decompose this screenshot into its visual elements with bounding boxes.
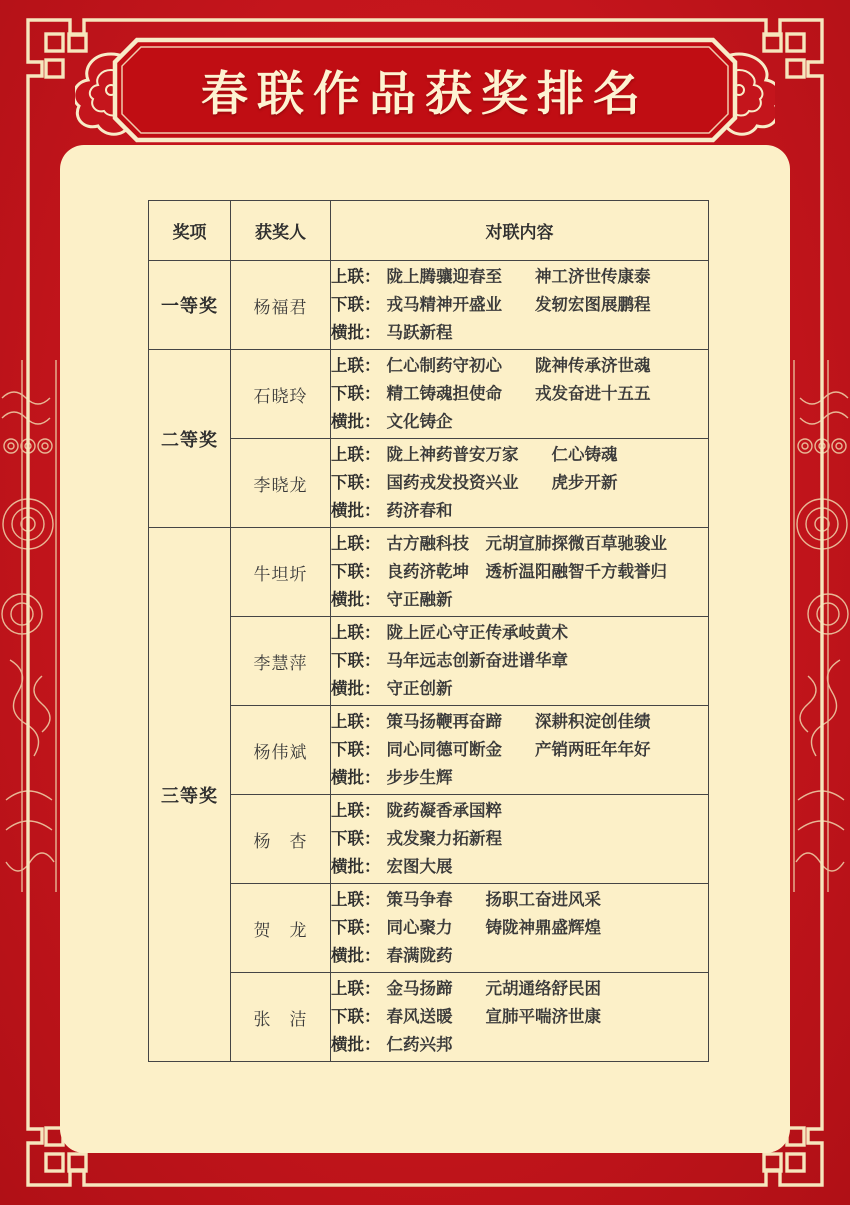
banner-text: 步步生辉: [386, 768, 453, 787]
upper-label: 上联：: [331, 713, 381, 731]
banner-text: 守正创新: [386, 679, 453, 698]
banner-label: 横批：: [331, 324, 381, 342]
upper-text: 陇药凝香承国粹: [386, 801, 502, 820]
banner-label: 横批：: [331, 680, 381, 698]
upper-text: 陇上匠心守正传承岐黄术: [386, 623, 568, 642]
couplet-lower-line: [331, 291, 708, 319]
banner-label: 横批：: [331, 947, 381, 965]
banner-text: 马跃新程: [386, 323, 453, 342]
upper-text: 策马争春 扬职工奋进风采: [386, 890, 601, 909]
couplet-upper-line: [331, 352, 708, 380]
lower-text: 戎发聚力拓新程: [386, 829, 502, 848]
upper-label: 上联：: [331, 980, 381, 998]
winner-cell: 张 洁: [231, 973, 331, 1062]
lower-label: 下联：: [331, 296, 381, 314]
couplet-upper-line: [331, 619, 708, 647]
lower-label: 下联：: [331, 830, 381, 848]
award-cell-second-prize: 二等奖: [149, 350, 231, 528]
couplet-lower-line: [331, 914, 708, 942]
lower-label: 下联：: [331, 474, 381, 492]
lower-label: 下联：: [331, 1008, 381, 1026]
couplet-lower-line: [331, 825, 708, 853]
couplet-lower-line: [331, 469, 708, 497]
upper-label: 上联：: [331, 446, 381, 464]
couplet-lower-line: [331, 380, 708, 408]
banner-text: 仁药兴邦: [386, 1035, 453, 1054]
couplet-banner-line: [331, 675, 708, 703]
couplet-cell: [331, 706, 709, 795]
banner-text: 守正融新: [386, 590, 453, 609]
banner-text: 春满陇药: [386, 946, 453, 965]
banner-label: 横批：: [331, 1036, 381, 1054]
couplet-cell: [331, 617, 709, 706]
header-couplet: 对联内容: [331, 201, 709, 261]
banner-label: 横批：: [331, 591, 381, 609]
couplet-banner-line: [331, 853, 708, 881]
couplet-lower-line: [331, 558, 708, 586]
upper-label: 上联：: [331, 268, 381, 286]
table-row: [149, 439, 709, 528]
lower-label: 下联：: [331, 563, 381, 581]
couplet-banner-line: [331, 1031, 708, 1059]
banner-text: 药济春和: [386, 501, 453, 520]
couplet-cell: [331, 439, 709, 528]
upper-text: 陇上神药普安万家 仁心铸魂: [386, 445, 618, 464]
title-banner: [75, 30, 775, 150]
lower-text: 同心聚力 铸陇神鼎盛辉煌: [386, 918, 601, 937]
banner-label: 横批：: [331, 858, 381, 876]
lower-text: 精工铸魂担使命 戎发奋进十五五: [386, 384, 651, 403]
upper-text: 古方融科技 元胡宣肺探微百草驰骏业: [386, 534, 667, 553]
couplet-lower-line: [331, 736, 708, 764]
couplet-cell: [331, 795, 709, 884]
lower-text: 国药戎发投资兴业 虎步开新: [386, 473, 618, 492]
winner-cell: 杨 杏: [231, 795, 331, 884]
lower-text: 春风送暖 宣肺平喘济世康: [386, 1007, 601, 1026]
award-cell-third-prize: 三等奖: [149, 528, 231, 1062]
lower-text: 马年远志创新奋进谱华章: [386, 651, 568, 670]
couplet-upper-line: [331, 530, 708, 558]
winner-cell: 杨伟斌: [231, 706, 331, 795]
couplet-banner-line: [331, 586, 708, 614]
awards-table: [148, 200, 709, 1062]
couplet-lower-line: [331, 1003, 708, 1031]
winner-cell: 李晓龙: [231, 439, 331, 528]
table-row: [149, 706, 709, 795]
upper-text: 策马扬鞭再奋蹄 深耕积淀创佳绩: [386, 712, 651, 731]
lower-text: 良药济乾坤 透析温阳融智千方载誉归: [386, 562, 667, 581]
couplet-upper-line: [331, 441, 708, 469]
table-row: [149, 617, 709, 706]
couplet-upper-line: [331, 886, 708, 914]
lower-text: 戎马精神开盛业 发轫宏图展鹏程: [386, 295, 651, 314]
upper-text: 金马扬蹄 元胡通络舒民困: [386, 979, 601, 998]
table-row: [149, 350, 709, 439]
banner-label: 横批：: [331, 413, 381, 431]
winner-cell: 牛坦圻: [231, 528, 331, 617]
table-row: [149, 795, 709, 884]
lower-label: 下联：: [331, 652, 381, 670]
couplet-upper-line: [331, 708, 708, 736]
couplet-cell: [331, 884, 709, 973]
lower-text: 同心同德可断金 产销两旺年年好: [386, 740, 651, 759]
content-panel: [60, 145, 790, 1153]
couplet-upper-line: [331, 797, 708, 825]
header-award: 奖项: [149, 201, 231, 261]
couplet-cell: [331, 528, 709, 617]
upper-label: 上联：: [331, 802, 381, 820]
header-winner: 获奖人: [231, 201, 331, 261]
couplet-banner-line: [331, 942, 708, 970]
winner-cell: 李慧萍: [231, 617, 331, 706]
couplet-banner-line: [331, 319, 708, 347]
winner-cell: 贺 龙: [231, 884, 331, 973]
winner-cell: 杨福君: [231, 261, 331, 350]
banner-label: 横批：: [331, 502, 381, 520]
couplet-banner-line: [331, 764, 708, 792]
lower-label: 下联：: [331, 741, 381, 759]
couplet-cell: [331, 350, 709, 439]
upper-text: 陇上腾骧迎春至 神工济世传康泰: [386, 267, 651, 286]
table-row: [149, 884, 709, 973]
couplet-banner-line: [331, 408, 708, 436]
upper-label: 上联：: [331, 891, 381, 909]
table-row: [149, 973, 709, 1062]
upper-label: 上联：: [331, 535, 381, 553]
couplet-upper-line: [331, 263, 708, 291]
banner-text: 文化铸企: [386, 412, 453, 431]
banner-text: 宏图大展: [386, 857, 453, 876]
upper-label: 上联：: [331, 624, 381, 642]
upper-label: 上联：: [331, 357, 381, 375]
winner-cell: 石晓玲: [231, 350, 331, 439]
couplet-lower-line: [331, 647, 708, 675]
table-header-row: [149, 201, 709, 261]
table-row: [149, 261, 709, 350]
couplet-cell: [331, 973, 709, 1062]
couplet-upper-line: [331, 975, 708, 1003]
banner-label: 横批：: [331, 769, 381, 787]
lower-label: 下联：: [331, 385, 381, 403]
lower-label: 下联：: [331, 919, 381, 937]
couplet-cell: [331, 261, 709, 350]
award-cell-first-prize: 一等奖: [149, 261, 231, 350]
couplet-banner-line: [331, 497, 708, 525]
upper-text: 仁心制药守初心 陇神传承济世魂: [386, 356, 651, 375]
table-row: [149, 528, 709, 617]
page-title: 春联作品获奖排名: [201, 66, 649, 120]
